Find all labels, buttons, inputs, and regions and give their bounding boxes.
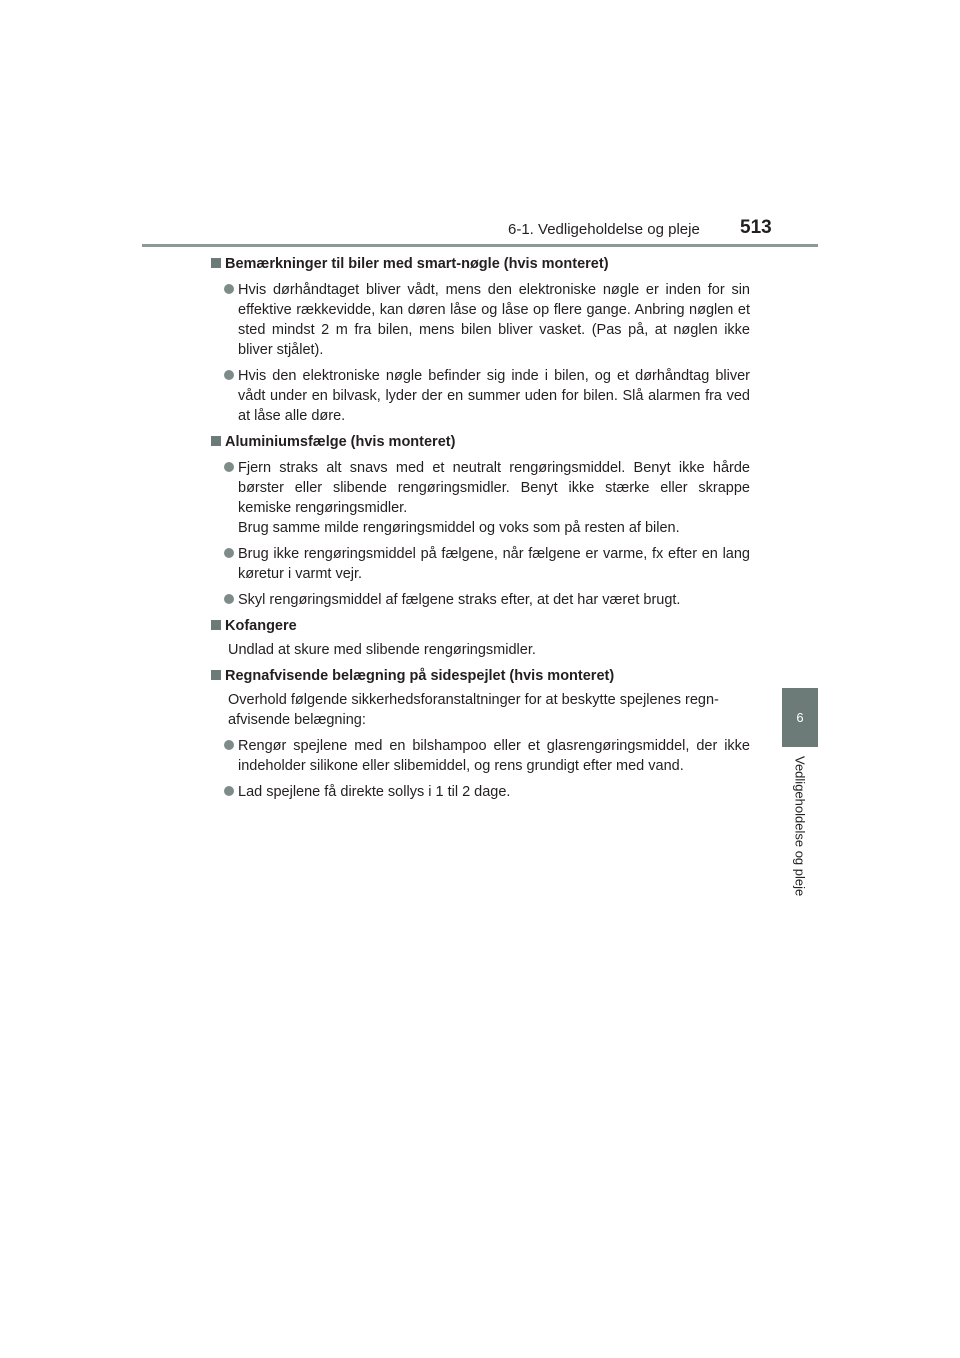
bullet-item: Hvis dørhåndtaget bliver vådt, mens den elektroniske nøgle er inden for sin effektive rækkevidde, kan døren låse og låse op flere gange. Anbring nøglen et sted mindst 2 m fra bilen, mens bilen bliver vasket. (Pas på, at nøglen ikke bliver stjålet). (224, 280, 750, 360)
bullet-item: Skyl rengøringsmiddel af fælgene straks efter, at det har været brugt. (224, 590, 750, 610)
section-heading: Bemærkninger til biler med smart-nøgle (hvis monteret) (211, 254, 750, 274)
square-bullet-icon (211, 436, 221, 446)
round-bullet-icon (224, 462, 234, 472)
round-bullet-icon (224, 740, 234, 750)
round-bullet-icon (224, 548, 234, 558)
bullet-item: Hvis den elektroniske nøgle befinder sig inde i bilen, og et dørhåndtag bliver vådt under en bilvask, lyder der en summer uden for bilen. Slå alarmen fra ved at låse alle døre. (224, 366, 750, 426)
chapter-tab-label: Vedligeholdelse og pleje (792, 756, 808, 897)
section-heading: Regnafvisende belægning på sidespejlet (hvis monteret) (211, 666, 750, 686)
bullet-item: Rengør spejlene med en bilshampoo eller et glasrengøringsmiddel, der ikke indeholder silikone eller slibemiddel, og rens grundigt efter med vand. (224, 736, 750, 776)
bullet-text-extra: Brug samme milde rengøringsmiddel og voks som på resten af bilen. (238, 520, 680, 536)
section-text: Overhold følgende sikkerhedsforanstaltninger for at beskytte spejlenes regn- afvisende belægning: (228, 692, 719, 728)
section-text: Undlad at skure med slibende rengøringsmidler. (228, 642, 536, 658)
square-bullet-icon (211, 620, 221, 630)
page-number: 513 (740, 217, 772, 238)
bullet-item: Lad spejlene få direkte sollys i 1 til 2 dage. (224, 782, 750, 802)
round-bullet-icon (224, 284, 234, 294)
round-bullet-icon (224, 594, 234, 604)
round-bullet-icon (224, 786, 234, 796)
square-bullet-icon (211, 258, 221, 268)
bullet-text: Fjern straks alt snavs med et neutralt rengøringsmiddel. Benyt ikke hårde børster eller slibende rengøringsmidler. Benyt ikke stærke eller skrappe kemiske rengøringsmidler. (238, 460, 750, 516)
bullet-item: Brug ikke rengøringsmiddel på fælgene, når fælgene er varme, fx efter en lang køretur i varmt vejr. (224, 544, 750, 584)
round-bullet-icon (224, 370, 234, 380)
chapter-tab-number: 6 (782, 688, 818, 747)
section-heading: Kofangere (211, 616, 750, 636)
bullet-item (224, 458, 750, 538)
section-heading: Aluminiumsfælge (hvis monteret) (211, 432, 750, 452)
header-rule (142, 244, 818, 247)
header-section-title: 6-1. Vedligeholdelse og pleje (508, 221, 700, 238)
page-content (211, 254, 750, 802)
square-bullet-icon (211, 670, 221, 680)
